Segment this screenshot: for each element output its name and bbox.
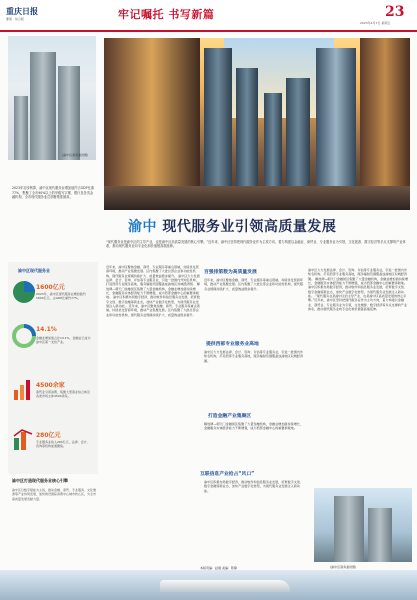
body-column-3 (308, 268, 410, 311)
section-body: 渝中区大力发展法律、会计、咨询、评估等专业服务业，引进一批国内外知名机构，打造西部专业服务高地，服务辐射范围覆盖成渝地区双城经济圈。 (204, 350, 303, 363)
bar-up-icon (12, 378, 34, 400)
section-text: 渝中区大力发展法律、会计、咨询、评估等专业服务业，引进一批国内外知名机构，打造西部专业服务高地，服务辐射范围覆盖成渝地区双城经济圈。 (106, 273, 200, 287)
section-text: 渝中区积极布局数字经济，推动软件和信息服务业发展，培育数字文创、数字金融等新业态，加快产业数字化转型，为现代服务业发展注入新动能。 (308, 285, 407, 299)
stat-value: 14.1% (36, 326, 57, 333)
photo2-caption: (渝中区商务委供图) (330, 565, 357, 569)
page-header (0, 0, 417, 32)
masthead-sub: 要闻 · 综合版 (6, 17, 24, 21)
section-body: 近年来，渝中区聚焦金融、商贸、专业服务等重点领域，持续优化营商环境，推动产业集聚发展。区内集聚了大批总部企业和功能性机构，现代服务业规模持续扩大、质量效益稳步提升。 (204, 278, 303, 291)
section-text: “现代服务业是渝中区的主导产业，也是渝中区高质量发展的核心引擎。”近年来，渝中区坚持把现代服务业作为主攻方向，着力构建以金融业、商贸业、专业服务业为引领，文化旅游、数字经济等多点支撑的产业体系，推动现代服务业向专业化和价值链高端延伸。 (308, 294, 407, 312)
section-text: 解放碑—朝天门金融街区集聚了大量金融机构，金融业增加值持续增长，金融服务实体经济能力不断增强，成为西部金融中心的重要承载地。 (308, 276, 408, 286)
building-photo (8, 36, 96, 160)
section-body: 解放碑—朝天门金融街区集聚了大量金融机构，金融业增加值持续增长，金融服务实体经济能力不断增强，成为西部金融中心的重要承载地。 (204, 422, 303, 431)
headline-keyword: 渝中 (128, 219, 157, 235)
body-column-1 (106, 265, 200, 565)
section-text: 渝中区积极布局数字经济，推动软件和信息服务业发展，培育数字文创、数字金融等新业态，加快产业数字化转型，为现代服务业发展注入新动能。 (106, 295, 200, 309)
stats-title: 渝中区现代服务业 (18, 268, 50, 273)
hero-photo (104, 38, 410, 210)
ring-icon (12, 324, 36, 348)
pie-icon (12, 280, 36, 304)
masthead: 重庆日报 (6, 6, 38, 16)
editor-credit: 本版责编：赵刚 美编：陈静 (200, 566, 237, 570)
stat-text: 专业服务业收入280亿元，法律、会计、咨询等机构加速聚集。 (36, 440, 90, 449)
left-bottom-title: 渝中区打造现代服务业核心引擎 (12, 478, 68, 483)
section-text: 近年来，渝中区聚焦金融、商贸、专业服务等重点领域，持续优化营商环境，推动产业集聚发展。区内集聚了大批总部企业和功能性机构，现代服务业规模持续扩大、质量效益稳步提升。 (106, 304, 200, 317)
train-graphic (160, 580, 290, 592)
section-body: 渝中区积极布局数字经济，推动软件和信息服务业发展，培育数字文创、数字金融等新业态，加快产业数字化转型，为现代服务业发展注入新动能。 (204, 480, 303, 493)
section-slogan: 牢记嘱托 书写新篇 (118, 8, 215, 21)
stat-value: 4500余家 (36, 382, 65, 389)
left-intro: 2023年初步核算，渝中区现代服务业增加值约占GDP比重77%，集聚了全市90%以上的甲级写字楼、银行及各类金融机构，全市现代服务业总部聚集度最高。 (12, 186, 94, 200)
section-text: 解放碑—朝天门金融街区集聚了大量金融机构，金融业增加值持续增长，金融服务实体经济能力不断增强，成为西部金融中心的重要承载地。 (106, 282, 200, 300)
section-head: 提供西部专业服务业高地 (206, 342, 259, 347)
growth-icon (12, 428, 34, 450)
section-head: 互联信息产业抢占“风口” (200, 472, 255, 477)
headline-text: 现代服务业引领高质量发展 (162, 219, 337, 235)
stat-text: 2023年，渝中区现代服务业增加值约1600亿元，占GDP比重约77%。 (36, 292, 86, 301)
stat-text: 金融业增加值占比14.1%，金融业已成为渝中区第一支柱产业。 (36, 336, 91, 345)
stat-value: 1600亿元 (36, 284, 65, 291)
dateline: 2023年4月7日 星期五 (360, 21, 391, 25)
stat-value: 280亿元 (36, 432, 61, 439)
stat-text: 商贸业引领消费，集聚大型商业综合体及各类市场主体4500余家。 (36, 390, 91, 399)
page-number: 23 (385, 4, 405, 20)
left-bottom-text: 渝中区以数字赋能为主线，推动金融、商贸、专业服务、文化旅游等产业协同发展，加快建设国际消费中心城市核心区，为全市高质量发展贡献力量。 (12, 488, 97, 501)
section-text: 近年来，渝中区聚焦金融、商贸、专业服务等重点领域，持续优化营商环境，推动产业集聚发展。区内集聚了大批总部企业和功能性机构，现代服务业规模持续扩大、质量效益稳步提升。 (106, 265, 199, 278)
section-text: 渝中区大力发展法律、会计、咨询、评估等专业服务业，引进一批国内外知名机构，打造西部专业服务高地，服务辐射范围覆盖成渝地区双城经济圈。 (308, 268, 407, 281)
building-caption: (渝中区商务委供图) (62, 153, 89, 157)
headline (128, 216, 336, 236)
building-photo-2 (314, 488, 412, 562)
section-head: 打造金融产业集聚区 (208, 414, 252, 419)
lead-paragraph: “现代服务业是渝中区的主导产业，也是渝中区高质量发展的核心引擎。”近年来，渝中区坚持把现代服务业作为主攻方向，着力构建以金融业、商贸业、专业服务业为引领，文化旅游、数字经济等多点支撑的产业体系，推动现代服务业向专业化和价值链高端延伸。 (106, 240, 406, 249)
section-head: 百强排第数为高质量发展 (204, 270, 257, 275)
